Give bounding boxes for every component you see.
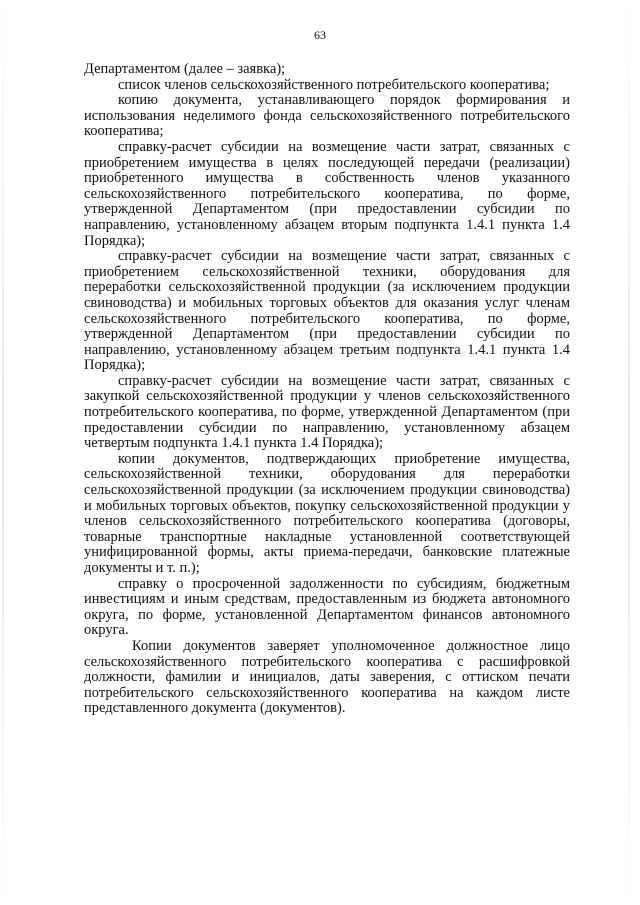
- paragraph-members-list: список членов сельскохозяйственного потребительского кооператива;: [118, 76, 550, 93]
- page-number: 63: [314, 28, 326, 42]
- right-scan-edge: [628, 0, 630, 905]
- paragraph-subsidy-calculation-purchase: справку-расчет субсидии на возмещение части затрат, связанных с закупкой сельскохозяйственной продукции у членов сельскохозяйственного потребительского кооператива, по форме, утвержденной Департаментом (при предоставлении субсидии по направлению, установленному абзацем четвертым подпункта 1.4.1 пункта 1.4 Порядка);: [84, 372, 570, 452]
- paragraph-subsidy-calculation-equipment: справку-расчет субсидии на возмещение части затрат, связанных с приобретением сельскохозяйственной техники, оборудования для переработки сельскохозяйственной продукции (за исключением продукции свиноводства) и мобильных торговых объектов для оказания услуг членам сельскохозяйственного потребительского кооператива, по форме, утвержденной Департаментом (при предоставлении субсидии по направлению, установленному абзацем третьим подпункта 1.4.1 пункта 1.4 Порядка);: [84, 248, 570, 374]
- paragraph-subsidy-calculation-property: справку-расчет субсидии на возмещение части затрат, связанных с приобретением имущества в целях последующей передачи (реализации) приобретенного имущества в собственность членов указанного сельскохозяйственного потребительского кооператива, по форме, утвержденной Департаментом (при предоставлении субсидии по направлению, установленному абзацем вторым подпункта 1.4.1 пункта 1.4 Порядка);: [84, 138, 570, 249]
- document-body: [84, 62, 570, 717]
- left-scan-edge: [2, 0, 4, 905]
- paragraph-overdue-debt-certificate: справку о просроченной задолженности по субсидиям, бюджетным инвестициям и иным средствам, предоставленным из бюджета автономного округа, по форме, установленной Департаментом финансов автономного округа.: [84, 575, 570, 639]
- paragraph-indivisible-fund-document: копию документа, устанавливающего порядок формирования и использования неделимого фонда сельскохозяйственного потребительского кооператива;: [84, 92, 570, 140]
- paragraph-supporting-documents: копии документов, подтверждающих приобретение имущества, сельскохозяйственной техники, оборудования для переработки сельскохозяйственной продукции (за исключением продукции свиноводства) и мобильных торговых объектов, покупку сельскохозяйственной продукции у членов сельскохозяйственного потребительского кооператива (договоры, товарные транспортные накладные установленной соответствующей унифицированной формы, акты приема-передачи, банковские платежные документы и т. п.);: [84, 450, 570, 576]
- paragraph-application-continuation: Департаментом (далее – заявка);: [84, 61, 286, 77]
- paragraph-document-certification: Копии документов заверяет уполномоченное должностное лицо сельскохозяйственного потребительского кооператива с расшифровкой должности, фамилии и инициалов, даты заверения, с оттиском печати потребительского сельскохозяйственного кооператива на каждом листе представленного документа (документов).: [84, 637, 570, 717]
